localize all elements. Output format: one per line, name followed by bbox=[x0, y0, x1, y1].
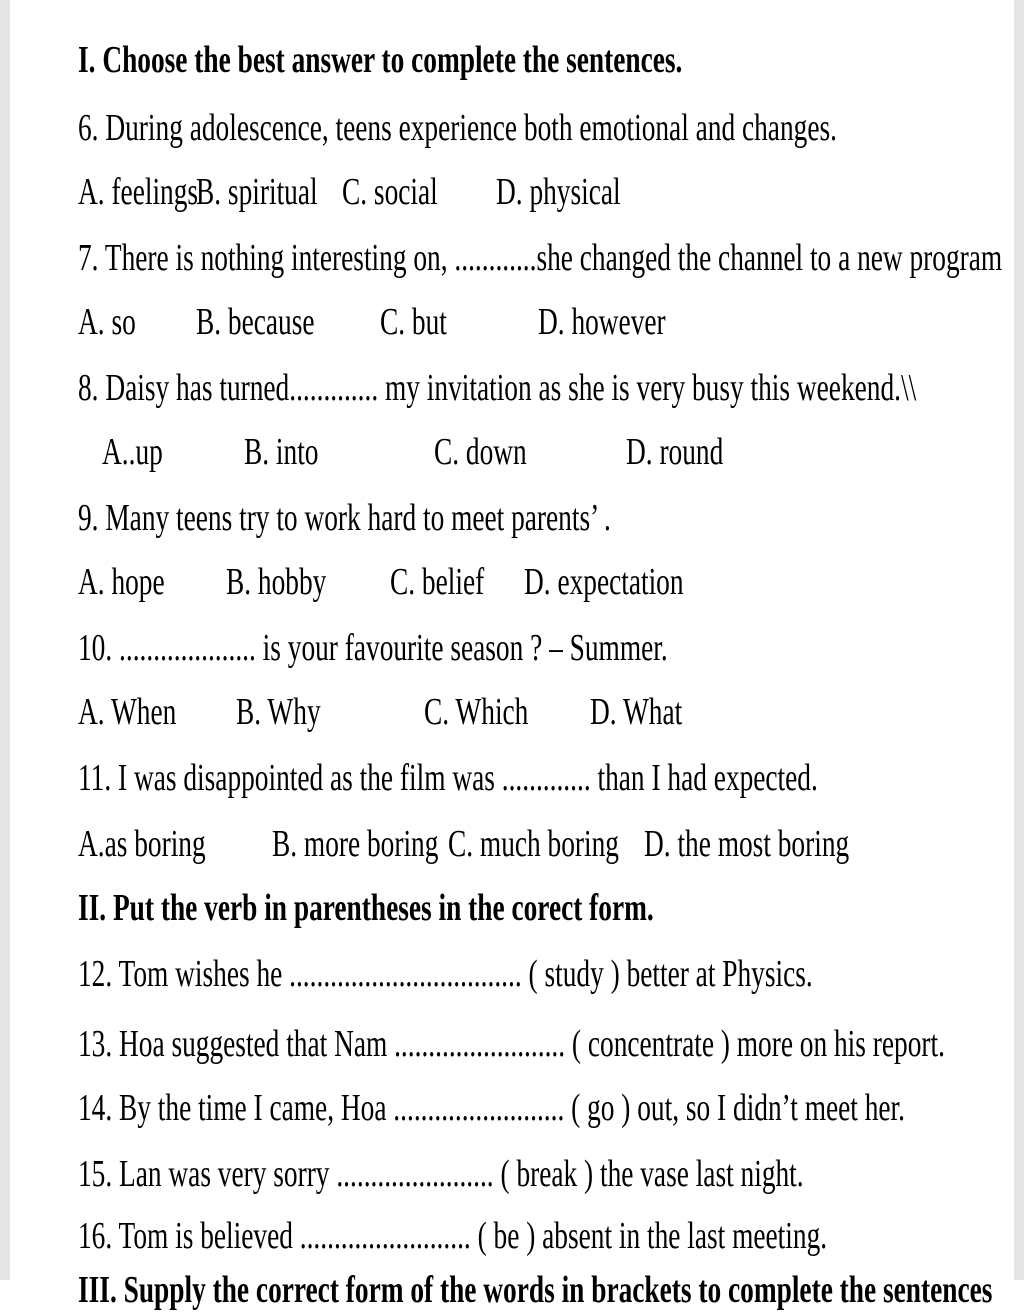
question-7-option-b: B. because bbox=[196, 301, 315, 343]
question-10-option-c: C. Which bbox=[424, 691, 529, 733]
section-1-heading: I. Choose the best answer to complete the sentences. bbox=[78, 39, 683, 81]
question-9-option-c: C. belief bbox=[390, 561, 485, 603]
question-8-option-c: C. down bbox=[434, 431, 527, 473]
section-2-heading: II. Put the verb in parentheses in the corect form. bbox=[78, 887, 654, 929]
question-6-option-c: C. social bbox=[342, 171, 438, 213]
question-8-option-d: D. round bbox=[626, 431, 724, 473]
question-6-option-b: B. spiritual bbox=[196, 171, 318, 213]
question-10-option-d: D. What bbox=[590, 691, 683, 733]
question-11-option-d: D. the most boring bbox=[644, 823, 850, 865]
question-11-option-b: B. more boring bbox=[272, 823, 439, 865]
question-12: 12. Tom wishes he .................................. ( study ) better at Physics. bbox=[78, 953, 813, 995]
question-8-stem: 8. Daisy has turned............. my invitation as she is very busy this weekend.\\ bbox=[78, 367, 917, 409]
question-10-option-a: A. When bbox=[78, 691, 177, 733]
question-6-option-d: D. physical bbox=[496, 171, 621, 213]
question-9-option-d: D. expectation bbox=[524, 561, 684, 603]
question-14: 14. By the time I came, Hoa ......................... ( go ) out, so I didn’t meet her. bbox=[78, 1087, 905, 1129]
question-15: 15. Lan was very sorry ....................... ( break ) the vase last night. bbox=[78, 1153, 804, 1195]
question-9-stem: 9. Many teens try to work hard to meet parents’ . bbox=[78, 497, 611, 539]
question-13: 13. Hoa suggested that Nam ......................... ( concentrate ) more on his report. bbox=[78, 1023, 945, 1065]
question-16: 16. Tom is believed ......................... ( be ) absent in the last meeting. bbox=[78, 1215, 828, 1257]
section-3-heading-clipped bbox=[78, 1266, 993, 1311]
question-6-option-a: A. feelings bbox=[78, 171, 199, 213]
question-7-option-a: A. so bbox=[78, 301, 136, 343]
question-11-stem: 11. I was disappointed as the film was ............. than I had expected. bbox=[78, 757, 818, 799]
question-7-option-d: D. however bbox=[538, 301, 666, 343]
question-8-option-a: A..up bbox=[102, 431, 163, 473]
question-7-option-c: C. but bbox=[380, 301, 447, 343]
question-6-stem: 6. During adolescence, teens experience both emotional and changes. bbox=[78, 107, 837, 149]
question-11-option-c: C. much boring bbox=[448, 823, 619, 865]
question-10-option-b: B. Why bbox=[236, 691, 321, 733]
section-3-heading: III. Supply the correct form of the words in brackets to complete the sentences bbox=[78, 1269, 993, 1311]
question-9-option-a: A. hope bbox=[78, 561, 165, 603]
question-9-option-b: B. hobby bbox=[226, 561, 327, 603]
question-8-option-b: B. into bbox=[244, 431, 319, 473]
question-7-stem: 7. There is nothing interesting on, ............she changed the channel to a new program bbox=[78, 237, 1003, 279]
question-10-stem: 10. .................... is your favourite season ? – Summer. bbox=[78, 627, 668, 669]
question-11-option-a: A.as boring bbox=[78, 823, 206, 865]
